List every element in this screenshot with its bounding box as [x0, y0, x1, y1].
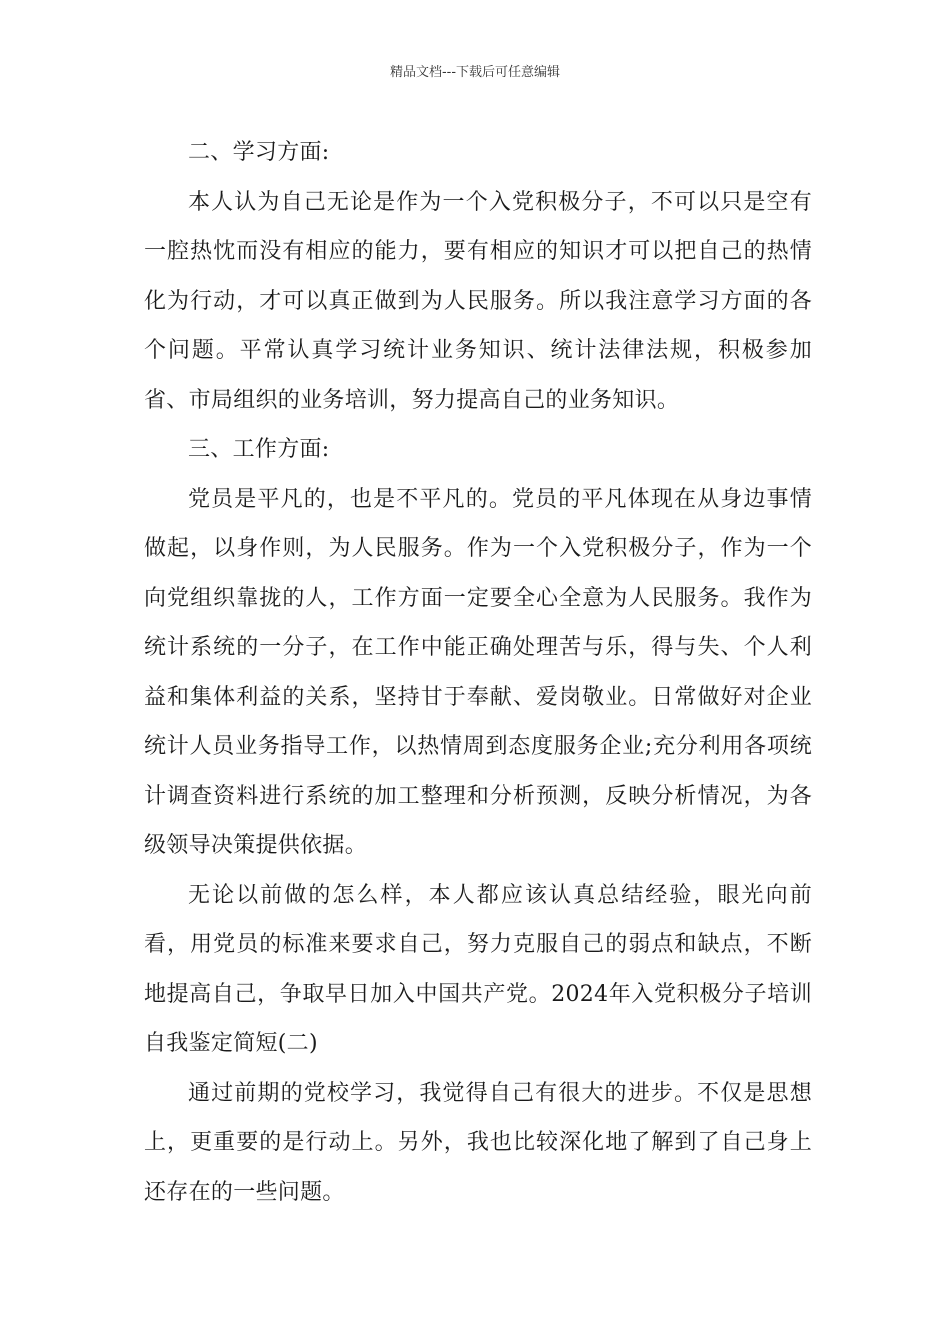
- paragraph-work-heading: 三、工作方面:: [188, 437, 330, 462]
- paragraph-study-heading: 二、学习方面:: [188, 140, 330, 165]
- paragraph-study-body: 本人认为自己无论是作为一个入党积极分子，不可以只是空有一腔热忱而没有相应的能力，要有相应的知识才可以把自己的热情化为行动，才可以真正做到为人民服务。所以我注意学习方面的各个问题。平常认真学习统计业务知识、统计法律法规，积极参加省、市局组织的业务培训，努力提高自己的业务知识。: [144, 189, 812, 413]
- page-header: 精品文档---下载后可任意编辑: [389, 65, 561, 80]
- paragraph-party-school: 通过前期的党校学习，我觉得自己有很大的进步。不仅是思想上，更重要的是行动上。另外，我也比较深化地了解到了自己身上还存在的一些问题。: [144, 1080, 812, 1205]
- paragraph-summary: 无论以前做的怎么样，本人都应该认真总结经验，眼光向前看，用党员的标准来要求自己，努力克服自己的弱点和缺点，不断地提高自己，争取早日加入中国共产党。2024年入党积极分子培训自我鉴定简短(二): [144, 882, 812, 1056]
- document-body: [144, 128, 812, 1217]
- paragraph-work-body: 党员是平凡的，也是不平凡的。党员的平凡体现在从身边事情做起，以身作则，为人民服务。作为一个入党积极分子，作为一个向党组织靠拢的人，工作方面一定要全心全意为人民服务。我作为统计系统的一分子，在工作中能正确处理苦与乐，得与失、个人利益和集体利益的关系，坚持甘于奉献、爱岗敬业。日常做好对企业统计人员业务指导工作，以热情周到态度服务企业;充分利用各项统计调查资料进行系统的加工整理和分析预测，反映分析情况，为各级领导决策提供依据。: [144, 486, 812, 858]
